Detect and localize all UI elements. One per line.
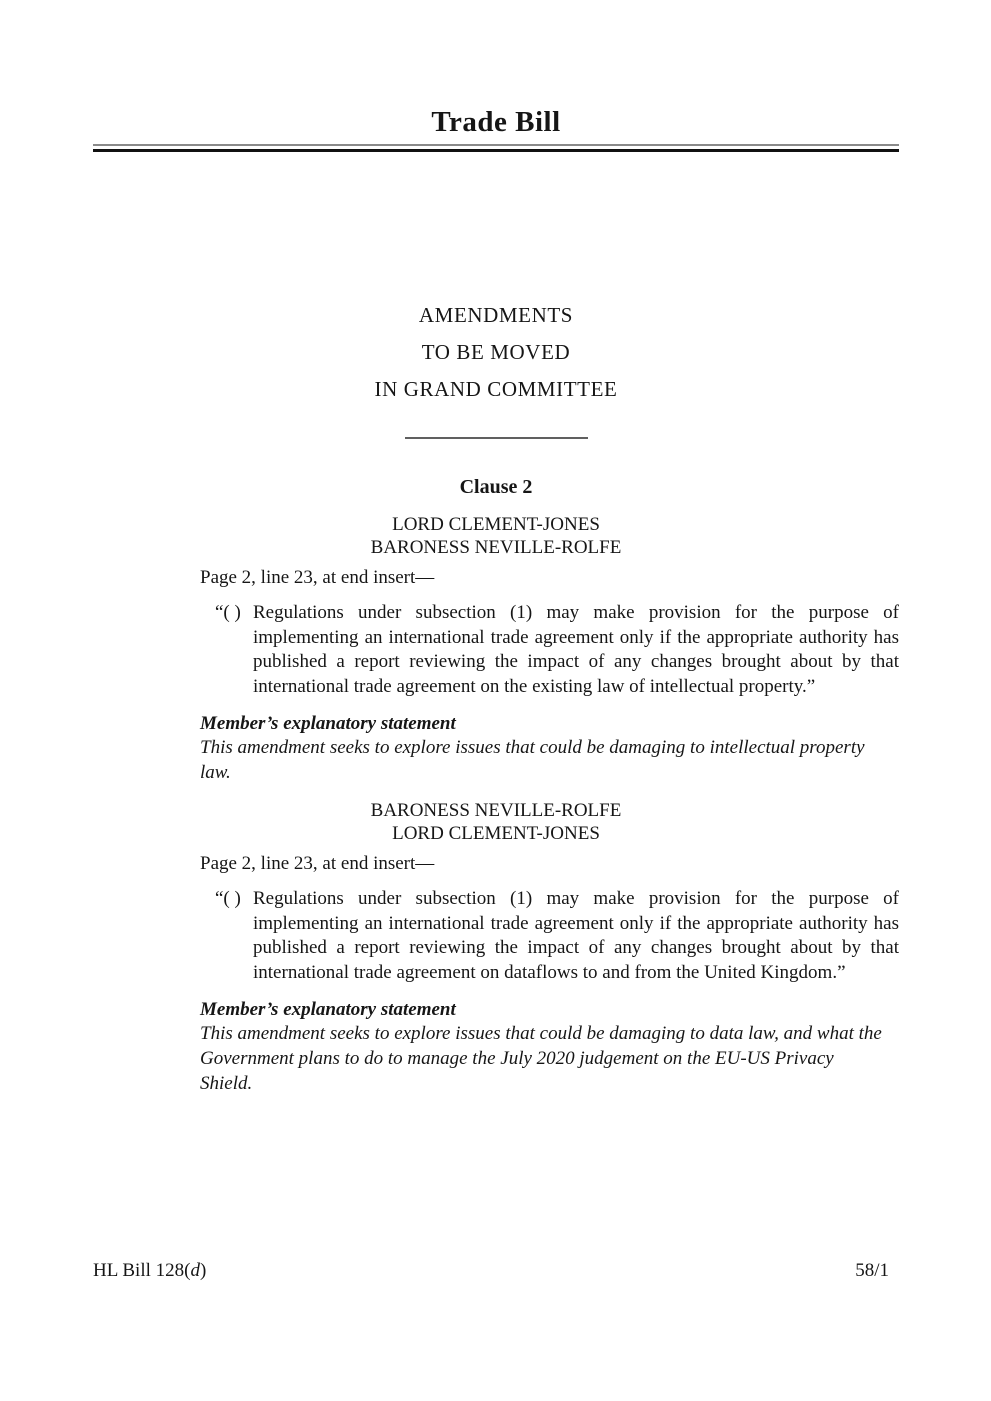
- amendment-marker: “( ): [215, 602, 241, 623]
- amendment-2-text-block: [215, 887, 899, 985]
- amendment-1-instruction: Page 2, line 23, at end insert—: [200, 567, 435, 588]
- amendment-1-sponsors: [93, 513, 899, 559]
- clause-heading: Clause 2: [459, 476, 533, 498]
- bill-number: [93, 1259, 206, 1282]
- amendment-2-instruction: Page 2, line 23, at end insert—: [200, 853, 435, 874]
- bill-number-prefix: HL Bill 128(: [93, 1260, 191, 1281]
- page-reference: 58/1: [855, 1260, 889, 1281]
- title-rule: [93, 144, 899, 152]
- ceremonial-line-in-grand-committee: IN GRAND COMMITTEE: [374, 377, 618, 401]
- page-content: [93, 0, 899, 1096]
- sponsor-name: BARONESS NEVILLE-ROLFE: [370, 800, 622, 821]
- section-divider: [405, 437, 588, 439]
- explanatory-statement-text: This amendment seeks to explore issues that could be damaging to intellectual property law.: [200, 737, 865, 783]
- sponsor-name: BARONESS NEVILLE-ROLFE: [370, 537, 622, 558]
- amendment-text: Regulations under subsection (1) may make provision for the purpose of implementing an international trade agreement only if the appropriate authority has published a report reviewing the impact of any changes brought about by that international trade agreement on the existing law of intellectual property.”: [253, 602, 899, 697]
- sponsor-name: LORD CLEMENT-JONES: [392, 514, 600, 535]
- explanatory-statement-text: This amendment seeks to explore issues that could be damaging to data law, and what the Government plans to do to manage the July 2020 judgement on the EU-US Privacy Shield.: [200, 1023, 882, 1094]
- amendment-2-sponsors: [93, 799, 899, 845]
- sponsor-name: LORD CLEMENT-JONES: [392, 823, 600, 844]
- amendment-marker: “( ): [215, 888, 241, 909]
- bill-number-letter: d: [190, 1260, 200, 1281]
- amendment-1-text-block: [215, 601, 899, 699]
- ceremonial-line-to-be-moved: TO BE MOVED: [421, 340, 571, 364]
- page-footer: [93, 1259, 889, 1282]
- document-title: Trade Bill: [431, 106, 561, 138]
- explanatory-statement-heading: Member’s explanatory statement: [200, 999, 456, 1020]
- explanatory-statement-heading: Member’s explanatory statement: [200, 713, 456, 734]
- amendment-text: Regulations under subsection (1) may make provision for the purpose of implementing an international trade agreement only if the appropriate authority has published a report reviewing the impact of any changes brought about by that international trade agreement on dataflows to and from the United Kingdom.”: [253, 888, 899, 983]
- ceremonial-line-amendments: AMENDMENTS: [418, 303, 574, 327]
- bill-number-suffix: ): [199, 1260, 207, 1281]
